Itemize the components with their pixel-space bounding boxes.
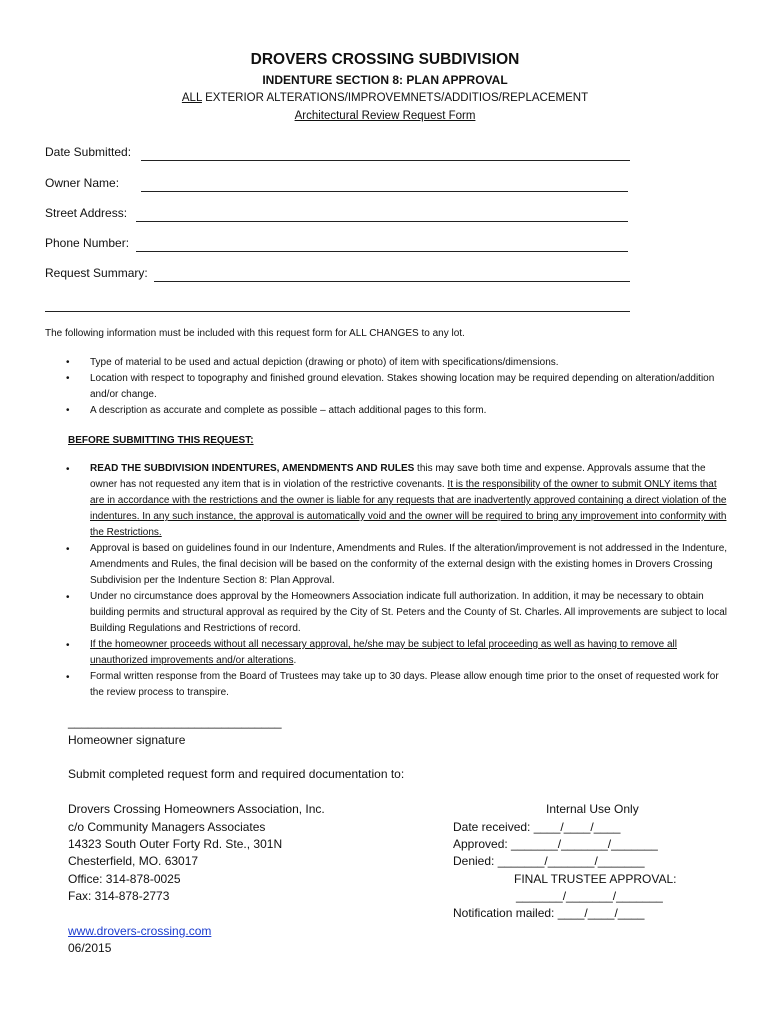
section-subtitle: INDENTURE SECTION 8: PLAN APPROVAL — [262, 73, 508, 87]
before-item-1-underlined: It is the responsibility of the owner to submit ONLY items that are in accordance with the restrictions and the owner is liable for any requests that are inadvertently approved containing a direct violation of the indentures. In any such instance, the approval is automatically void and the owner will be required to bring any improvement into conformity with the Restrictions. — [90, 479, 727, 538]
bullet-icon: • — [66, 672, 70, 683]
denied-field: Denied: _______/_______/_______ — [453, 854, 645, 868]
info-item-1: Type of material to be used and actual depiction (drawing or photo) of item with specifications/dimensions. — [90, 357, 559, 368]
owner-name-label: Owner Name: — [45, 176, 120, 190]
date-submitted-field[interactable] — [141, 160, 630, 161]
before-heading: BEFORE SUBMITTING THIS REQUEST: — [68, 435, 254, 446]
bullet-icon: • — [66, 640, 70, 651]
before-item-5: Formal written response from the Board of Trustees may take up to 30 days. Please allow enough time prior to the onset of requested work for the review process to transpire. — [90, 671, 719, 698]
bullet-icon: • — [66, 544, 70, 555]
info-intro: The following information must be included with this request form for ALL CHANGES to any lot. — [45, 328, 465, 339]
phone-number-label: Phone Number: — [45, 236, 130, 250]
revision-date: 06/2015 — [68, 941, 112, 955]
street-address-field[interactable] — [136, 221, 628, 222]
final-approval-field: _______/_______/_______ — [516, 889, 663, 903]
before-item-1 — [90, 461, 730, 541]
bullet-icon: • — [66, 464, 70, 475]
scope-line — [0, 92, 770, 104]
before-item-4 — [90, 637, 730, 669]
request-summary-field-line2[interactable] — [45, 311, 630, 312]
before-item-4-underlined: If the homeowner proceeds without all necessary approval, he/she may be subject to lefal proceeding as well as having to remove all unauthorized improvements and/or alterations — [90, 639, 677, 666]
submit-instructions: Submit completed request form and required documentation to: — [68, 767, 405, 781]
request-summary-label: Request Summary: — [45, 266, 148, 280]
internal-use-heading: Internal Use Only — [546, 802, 639, 816]
owner-name-field[interactable] — [141, 191, 628, 192]
address-line: Drovers Crossing Homeowners Association, Inc. — [68, 802, 325, 816]
info-item-3: A description as accurate and complete as possible – attach additional pages to this form. — [90, 405, 487, 416]
office-phone: Office: 314-878-0025 — [68, 872, 181, 886]
bullet-icon: • — [66, 357, 70, 368]
info-item-2: Location with respect to topography and finished ground elevation. Stakes showing location may be required depending on alteration/addition and/or change. — [90, 373, 715, 400]
date-received-field: Date received: ____/____/____ — [453, 820, 621, 834]
signature-line[interactable]: ________________________________ — [68, 715, 282, 729]
address-line: 14323 South Outer Forty Rd. Ste., 301N — [68, 837, 283, 851]
scope-all: ALL — [181, 92, 202, 104]
form-name: Architectural Review Request Form — [294, 110, 476, 122]
bullet-icon: • — [66, 592, 70, 603]
address-line: Chesterfield, MO. 63017 — [68, 854, 199, 868]
before-item-4-end: . — [293, 655, 297, 666]
approved-field: Approved: _______/_______/_______ — [453, 837, 658, 851]
before-item-1-bold: READ THE SUBDIVISION INDENTURES, AMENDMENTS AND RULES — [90, 463, 415, 474]
scope-rest: EXTERIOR ALTERATIONS/IMPROVEMNETS/ADDITIOS/REPLACEMENT — [201, 92, 589, 104]
final-approval-heading: FINAL TRUSTEE APPROVAL: — [514, 872, 677, 886]
request-summary-field[interactable] — [154, 281, 630, 282]
phone-number-field[interactable] — [136, 251, 628, 252]
before-item-3: Under no circumstance does approval by the Homeowners Association indicate full authorization. In addition, it may be necessary to obtain building permits and structural approval as required by the City of St. Peters and the County of St. Charles. All improvements are subject to local Building Regulations and Restrictions of record. — [90, 591, 727, 634]
bullet-icon: • — [66, 373, 70, 384]
website-link[interactable]: www.drovers-crossing.com — [68, 924, 212, 938]
street-address-label: Street Address: — [45, 206, 128, 220]
fax-number: Fax: 314-878-2773 — [68, 889, 170, 903]
signature-label: Homeowner signature — [68, 733, 186, 747]
address-line: c/o Community Managers Associates — [68, 820, 266, 834]
document-title: DROVERS CROSSING SUBDIVISION — [250, 51, 520, 68]
before-item-1-text: this may save both time and expense. Approvals assume that the owner has not requested any item that is in violation of the restrictive covenants. — [90, 463, 706, 490]
bullet-icon: • — [66, 405, 70, 416]
before-item-2: Approval is based on guidelines found in our Indenture, Amendments and Rules. If the alteration/improvement is not addressed in the Indenture, Amendments and Rules, the final decision will be based on the conformity of the external design with the existing homes in Drovers Crossing Subdivision per the Indenture Section 8: Plan Approval. — [90, 543, 728, 586]
notification-mailed-field: Notification mailed: ____/____/____ — [453, 906, 645, 920]
date-submitted-label: Date Submitted: — [45, 145, 132, 159]
